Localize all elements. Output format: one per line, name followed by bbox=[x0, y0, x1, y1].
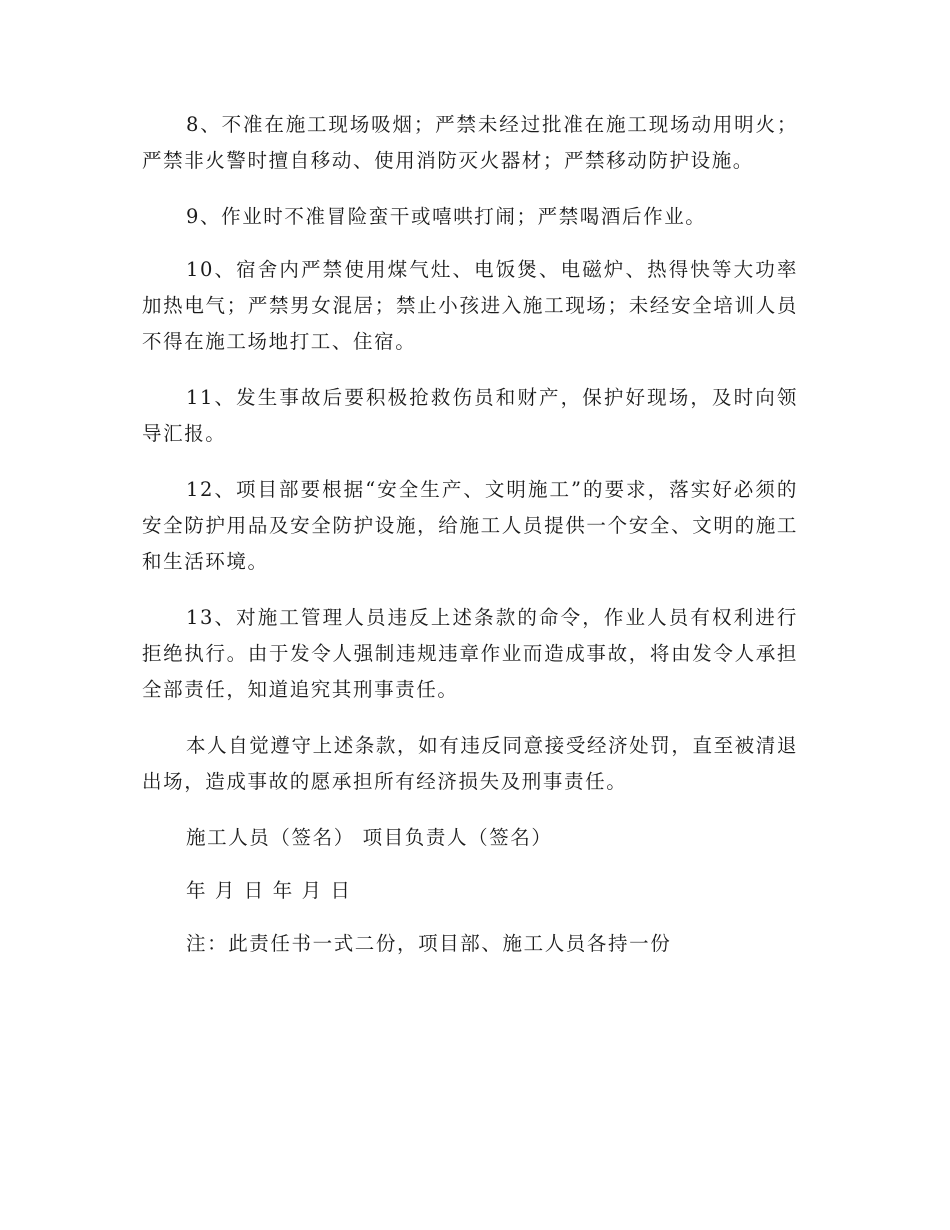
date-line: 年 月 日 年 月 日 bbox=[186, 879, 352, 902]
document-body bbox=[142, 107, 798, 979]
copies-note: 注：此责任书一式二份，项目部、施工人员各持一份 bbox=[186, 932, 672, 955]
clause-10: 10、宿舍内严禁使用煤气灶、电饭煲、电磁炉、热得快等大功率加热电气；严禁男女混居；禁止小孩进入施工现场；未经安全培训人员不得在施工场地打工、住宿。 bbox=[142, 258, 798, 353]
pledge-paragraph: 本人自觉遵守上述条款，如有违反同意接受经济处罚，直至被清退出场，造成事故的愿承担所有经济损失及刑事责任。 bbox=[142, 734, 798, 793]
signature-line: 施工人员（签名） 项目负责人（签名） bbox=[186, 826, 553, 849]
clause-12: 12、项目部要根据“安全生产、文明施工”的要求，落实好必须的安全防护用品及安全防护设施，给施工人员提供一个安全、文明的施工和生活环境。 bbox=[142, 478, 798, 573]
clause-13: 13、对施工管理人员违反上述条款的命令，作业人员有权利进行拒绝执行。由于发令人强制违规违章作业而造成事故，将由发令人承担全部责任，知道追究其刑事责任。 bbox=[142, 606, 798, 701]
clause-9: 9、作业时不准冒险蛮干或嘻哄打闹；严禁喝酒后作业。 bbox=[186, 205, 707, 228]
clause-8: 8、不准在施工现场吸烟；严禁未经过批准在施工现场动用明火；严禁非火警时擅自移动、使用消防灭火器材；严禁移动防护设施。 bbox=[142, 113, 798, 172]
clause-11: 11、发生事故后要积极抢救伤员和财产，保护好现场，及时向领导汇报。 bbox=[142, 386, 798, 445]
